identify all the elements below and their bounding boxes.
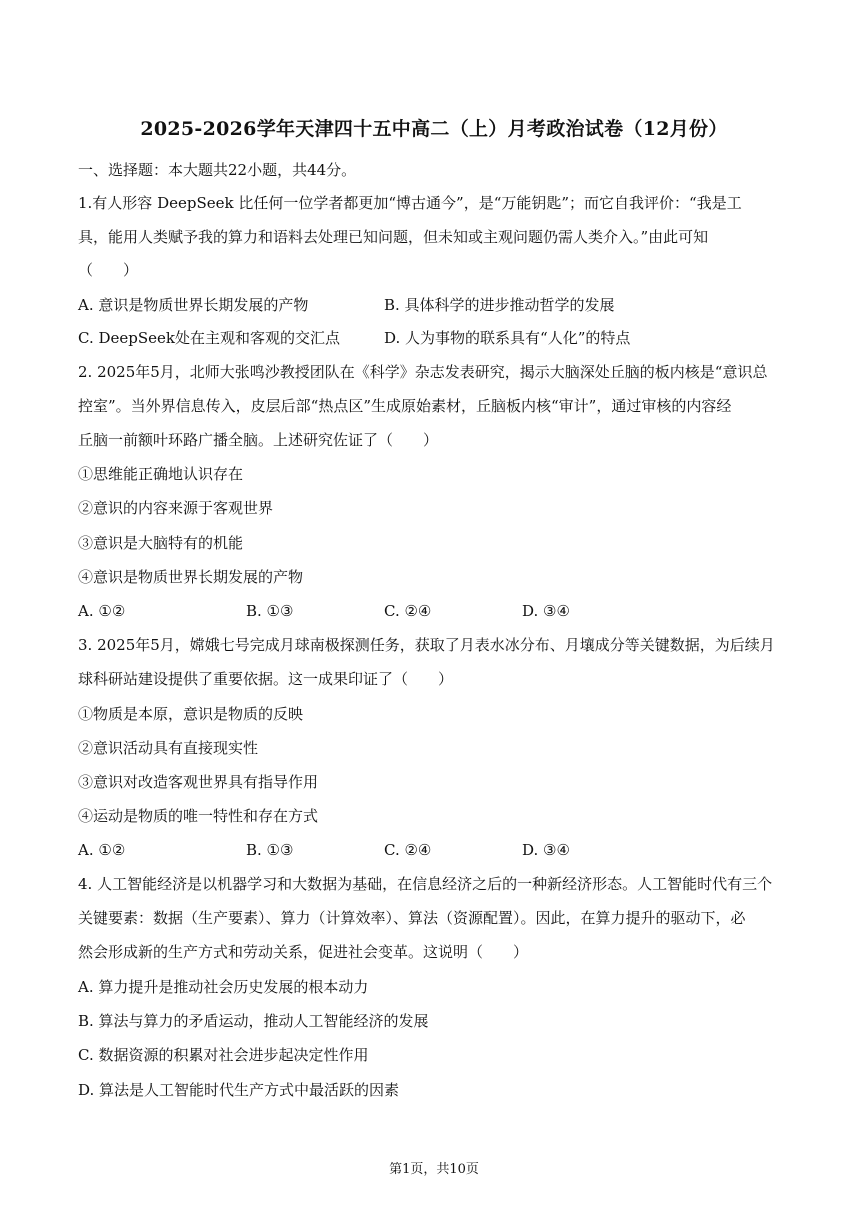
q1-option-b: B. 具体科学的进步推动哲学的发展 [384, 296, 615, 314]
q4-option-d: D. 算法是人工智能时代生产方式中最活跃的因素 [78, 1081, 400, 1099]
q3-statement-4: ④运动是物质的唯一特性和存在方式 [78, 807, 319, 825]
q4-option-a: A. 算力提升是推动社会历史发展的根本动力 [78, 978, 369, 996]
q3-option-c: C. ②④ [384, 841, 432, 859]
q2-option-b: B. ①③ [246, 602, 294, 620]
q3-statement-2: ②意识活动具有直接现实性 [78, 739, 259, 757]
q2-line-2: 控室”。当外界信息传入，皮层后部“热点区”生成原始素材，丘脑板内核“审计”，通过审核的内容经 [78, 397, 732, 415]
q4-line-3: 然会形成新的生产方式和劳动关系，促进社会变革。这说明（ ） [78, 943, 529, 961]
section-heading: 一、选择题：本大题共22小题，共44分。 [78, 161, 357, 179]
q4-option-c: C. 数据资源的积累对社会进步起决定性作用 [78, 1046, 369, 1064]
q3-option-d: D. ③④ [522, 841, 570, 859]
q4-line-1: 4. 人工智能经济是以机器学习和大数据为基础，在信息经济之后的一种新经济形态。人工智能时代有三个 [78, 875, 773, 893]
q2-option-c: C. ②④ [384, 602, 432, 620]
q3-option-a: A. ①② [78, 841, 126, 859]
q3-statement-3: ③意识对改造客观世界具有指导作用 [78, 773, 319, 791]
q1-option-a: A. 意识是物质世界长期发展的产物 [78, 296, 309, 314]
q3-option-b: B. ①③ [246, 841, 294, 859]
exam-title: 2025-2026学年天津四十五中高二（上）月考政治试卷（12月份） [140, 118, 728, 140]
q2-statement-1: ①思维能正确地认识存在 [78, 465, 244, 483]
q2-line-3: 丘脑一前额叶环路广播全脑。上述研究佐证了（ ） [78, 431, 439, 449]
q3-statement-1: ①物质是本原，意识是物质的反映 [78, 705, 304, 723]
q1-line-1: 1.有人形容 DeepSeek 比任何一位学者都更加“博古通今”，是“万能钥匙”；而它自我评价：“我是工 [78, 194, 742, 212]
q2-statement-3: ③意识是大脑特有的机能 [78, 534, 244, 552]
q2-statement-2: ②意识的内容来源于客观世界 [78, 499, 274, 517]
page-number-footer: 第1页，共10页 [389, 1162, 479, 1177]
q2-option-d: D. ③④ [522, 602, 570, 620]
q2-statement-4: ④意识是物质世界长期发展的产物 [78, 568, 304, 586]
q1-option-c: C. DeepSeek处在主观和客观的交汇点 [78, 329, 340, 347]
q4-line-2: 关键要素：数据（生产要素）、算力（计算效率）、算法（资源配置）。因此，在算力提升的驱动下，必 [78, 909, 746, 927]
q3-line-1: 3. 2025年5月，嫦娥七号完成月球南极探测任务，获取了月表水冰分布、月壤成分等关键数据，为后续月 [78, 636, 775, 654]
q1-line-2: 具，能用人类赋予我的算力和语料去处理已知问题，但未知或主观问题仍需人类介入。”由此可知 [78, 228, 709, 246]
q1-option-d: D. 人为事物的联系具有“人化”的特点 [384, 329, 631, 347]
q3-line-2: 球科研站建设提供了重要依据。这一成果印证了（ ） [78, 670, 454, 688]
q2-option-a: A. ①② [78, 602, 126, 620]
q4-option-b: B. 算法与算力的矛盾运动，推动人工智能经济的发展 [78, 1012, 429, 1030]
q2-line-1: 2. 2025年5月，北师大张鸣沙教授团队在《科学》杂志发表研究，揭示大脑深处丘脑的板内核是“意识总 [78, 363, 768, 381]
q1-line-3: （ ） [78, 261, 139, 279]
